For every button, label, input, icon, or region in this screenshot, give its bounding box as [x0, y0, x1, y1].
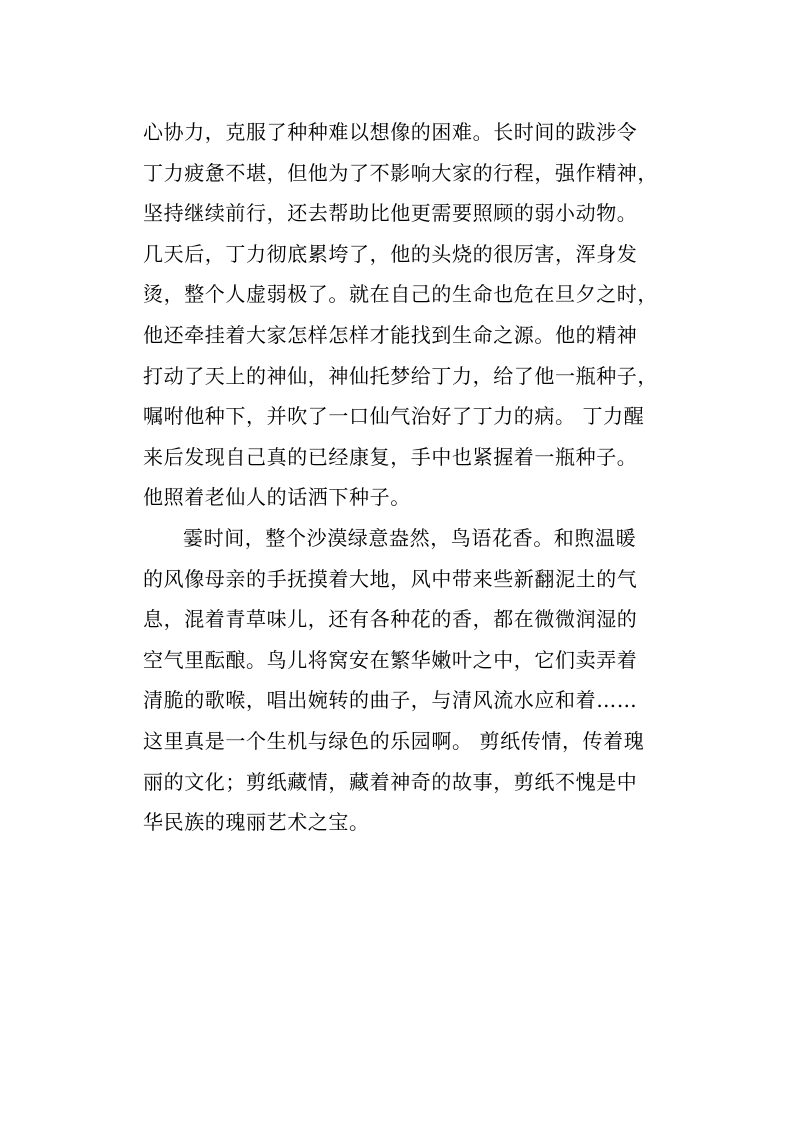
- body-text: [143, 112, 663, 843]
- text-line: 烫，整个人虚弱极了。就在自己的生命也危在旦夕之时，: [143, 282, 658, 307]
- text-line: 清脆的歌喉，唱出婉转的曲子，与清风流水应和着……: [143, 688, 638, 713]
- text-line: 他照着老仙人的话洒下种子。: [143, 485, 411, 510]
- text-line: 心协力，克服了种种难以想像的困难。长时间的跋涉令: [143, 120, 638, 144]
- text-line: 华民族的瑰丽艺术之宝。: [143, 810, 370, 835]
- text-line: 丁力疲惫不堪，但他为了不影响大家的行程，强作精神，: [143, 160, 658, 185]
- text-line: 丽的文化；剪纸藏情，藏着神奇的故事，剪纸不愧是中: [143, 769, 638, 794]
- text-line: 打动了天上的神仙，神仙托梦给丁力，给了他一瓶种子，: [143, 363, 658, 388]
- paragraph-first-line: 霎时间，整个沙漠绿意盎然，鸟语花香。和煦温暖: [183, 525, 637, 550]
- text-line: 嘱咐他种下，并吹了一口仙气治好了丁力的病。 丁力醒: [143, 404, 645, 429]
- text-line: 几天后，丁力彻底累垮了，他的头烧的很厉害，浑身发: [143, 241, 638, 266]
- text-line: 的风像母亲的手抚摸着大地，风中带来些新翻泥土的气: [143, 566, 638, 591]
- text-line: 来后发现自己真的已经康复，手中也紧握着一瓶种子。: [143, 444, 638, 469]
- text-line: 这里真是一个生机与绿色的乐园啊。 剪纸传情，传着瑰: [143, 728, 645, 753]
- text-line: 空气里酝酿。鸟儿将窝安在繁华嫩叶之中，它们卖弄着: [143, 647, 638, 672]
- text-line: 息，混着青草味儿，还有各种花的香，都在微微润湿的: [143, 607, 638, 632]
- text-line: 坚持继续前行，还去帮助比他更需要照顾的弱小动物。: [143, 201, 638, 226]
- text-line: 他还牵挂着大家怎样怎样才能找到生命之源。他的精神: [143, 322, 638, 347]
